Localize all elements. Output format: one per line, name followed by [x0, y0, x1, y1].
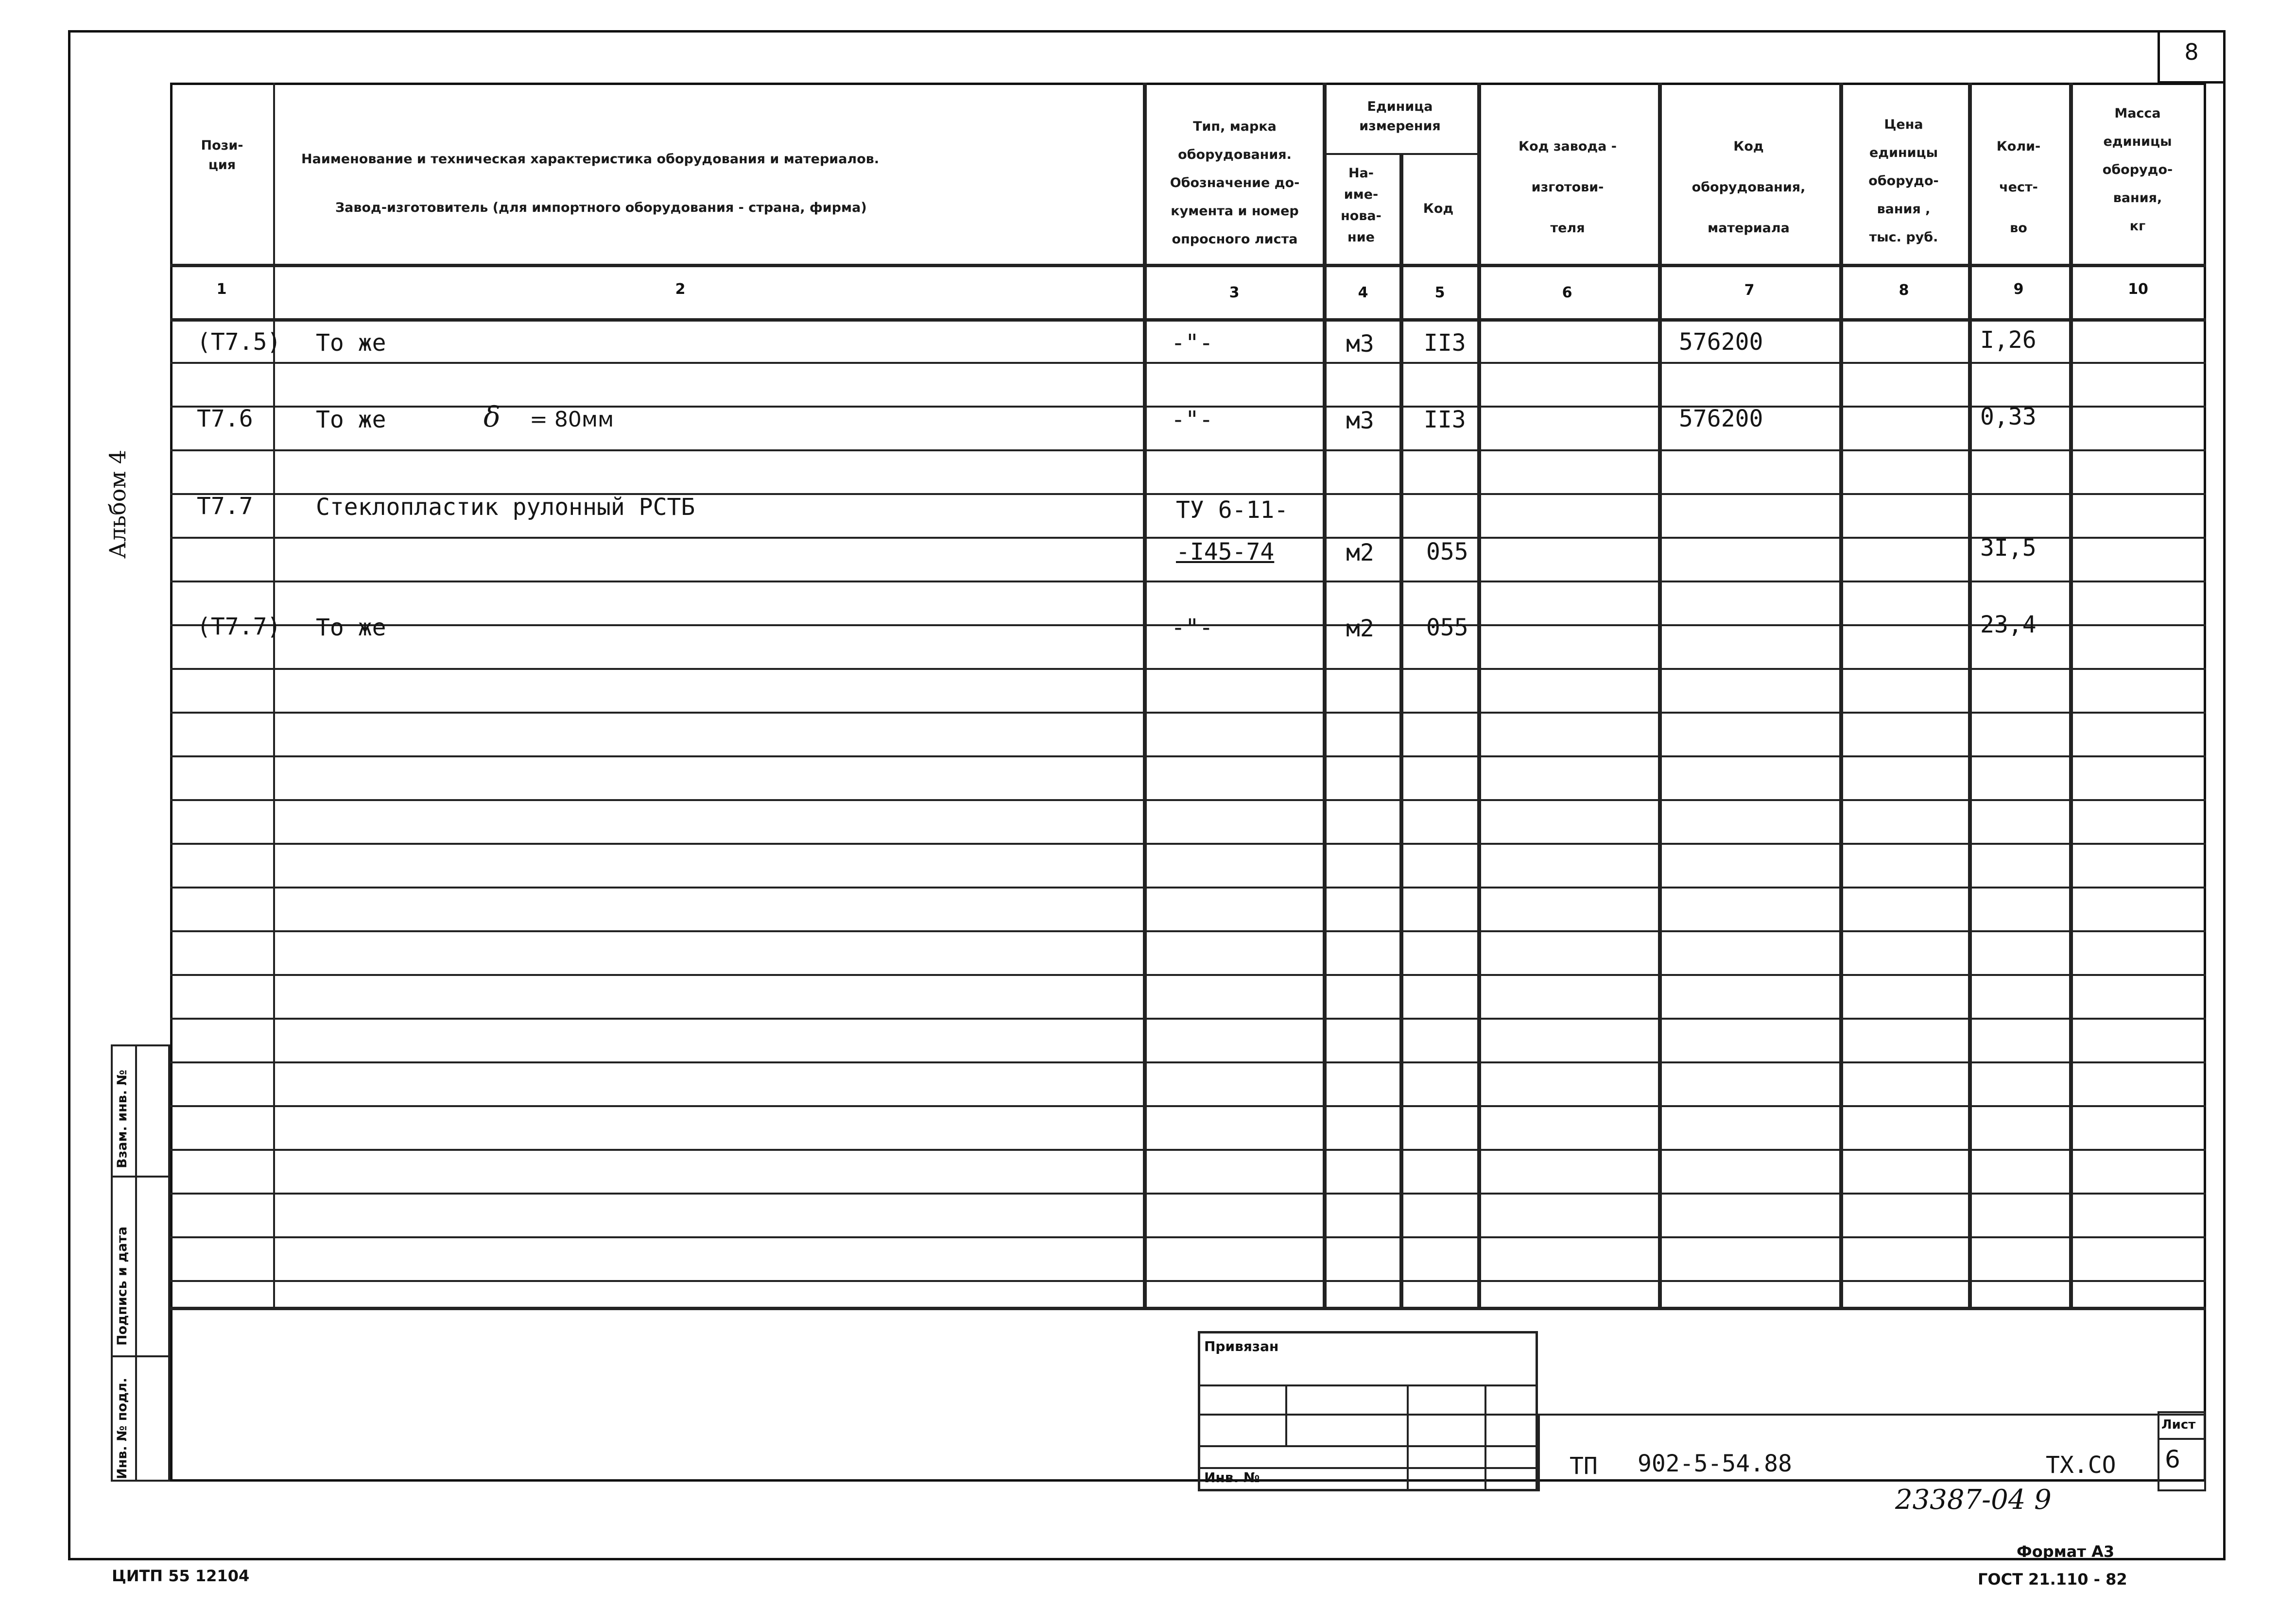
row3-position: Т7.7 [197, 493, 253, 520]
list-box-divider [2158, 1438, 2206, 1440]
footer-left: ЦИТП 55 12104 [112, 1567, 250, 1585]
list-label: Лист [2161, 1418, 2196, 1432]
row-rule [170, 449, 2206, 451]
footer-format: Формат А3 [2017, 1542, 2115, 1561]
title-tp: ТП [1570, 1452, 1598, 1480]
colnum-divider [170, 318, 2206, 322]
header-position: Пози- ция [201, 138, 243, 172]
handwritten-number: 23387-04 9 [1895, 1484, 2052, 1516]
row-rule [170, 1193, 2206, 1195]
row2-position: Т7.6 [197, 405, 253, 432]
row2-quantity: 0,33 [1980, 403, 2037, 430]
binding-label: Привязан [1204, 1338, 1279, 1354]
row4-quantity: 3I,5 [1980, 534, 2037, 562]
row1-quantity: I,26 [1980, 326, 2037, 354]
row3-type: ТУ 6-11- [1176, 496, 1289, 524]
row-rule [170, 1280, 2206, 1282]
header-type: Тип, марка оборудования. Обозначение до- кумента и номер опросного листа [1170, 119, 1300, 247]
col-line-6 [1658, 83, 1662, 1307]
header-unit-code: Код [1423, 201, 1454, 216]
row2-type: -"- [1171, 406, 1213, 433]
side-stamp-vzam: Взам. инв. № [115, 1069, 130, 1168]
column-number-2: 2 [675, 281, 686, 298]
binding-line-3 [1198, 1445, 1538, 1447]
column-number-8: 8 [1899, 282, 1909, 299]
header-equipment-code: Код оборудования, материала [1692, 139, 1806, 236]
row1-equipment-code: 576200 [1679, 328, 1763, 356]
column-number-1: 1 [216, 281, 227, 298]
footer-gost: ГОСТ 21.110 - 82 [1978, 1570, 2127, 1589]
row5-position: (Т7.7) [197, 613, 281, 640]
binding-inv-label: Инв. № [1204, 1469, 1260, 1486]
row-rule [170, 1149, 2206, 1151]
row5-code: 055 [1426, 614, 1468, 641]
header-divider [170, 264, 2206, 267]
column-number-3: 3 [1229, 284, 1240, 301]
header-quantity: Коли- чест- во [1996, 139, 2041, 236]
column-number-9: 9 [2013, 281, 2024, 298]
row1-code: II3 [1424, 329, 1466, 357]
row1-position: (Т7.5) [197, 328, 281, 356]
row-rule [170, 930, 2206, 932]
row2-name: То же [316, 406, 386, 433]
title-block-top [1538, 1414, 2206, 1416]
binding-vline-3 [1485, 1384, 1486, 1491]
row5-type: -"- [1171, 614, 1213, 641]
row-rule [170, 887, 2206, 888]
row-rule [170, 755, 2206, 757]
col-line-9 [2069, 83, 2073, 1307]
row5-name: То же [316, 614, 386, 641]
header-name: Наименование и техническая характеристика оборудования и материалов. Завод-изготовитель (для импортного оборудования - страна, фирма) [301, 152, 880, 215]
row1-name: То же [316, 329, 386, 357]
header-unit-name: На- име- нова- ние [1341, 166, 1381, 245]
table-body-bottom [170, 1307, 2206, 1310]
row1-unit: м3 [1346, 330, 1374, 358]
row-rule [170, 1018, 2206, 1020]
col-line-7 [1839, 83, 1843, 1307]
column-number-4: 4 [1358, 284, 1368, 301]
row-rule [170, 799, 2206, 801]
row5-unit: м2 [1346, 615, 1374, 642]
row2-delta-symbol: δ [483, 400, 501, 433]
row-rule [170, 581, 2206, 582]
title-block-left [1538, 1414, 1540, 1491]
row4-type: -I45-74 [1176, 538, 1275, 565]
title-doc-mark: ТХ.СО [2046, 1452, 2116, 1479]
row1-type: -"- [1171, 329, 1213, 357]
side-stamp-podpis: Подпись и дата [115, 1226, 130, 1346]
row2-equipment-code: 576200 [1679, 405, 1763, 432]
side-stamp-divider [135, 1044, 137, 1482]
binding-vline-1 [1285, 1384, 1287, 1445]
row-rule [170, 1061, 2206, 1063]
row2-code: II3 [1424, 406, 1466, 433]
row-rule [170, 974, 2206, 976]
binding-vline-2 [1407, 1384, 1409, 1491]
list-number: 6 [2165, 1445, 2180, 1473]
col-line-4 [1399, 153, 1403, 1307]
row5-quantity: 23,4 [1980, 611, 2037, 638]
unit-subheader-line [1323, 153, 1477, 155]
row-rule [170, 668, 2206, 670]
side-stamp-line-2 [111, 1355, 170, 1357]
header-unit-title: Единица измерения [1359, 99, 1441, 134]
col-line-1 [273, 83, 275, 1307]
row-rule [170, 362, 2206, 364]
header-price: Цена единицы оборудо- вания , тыс. руб. [1868, 117, 1939, 245]
row3-name: Стеклопластик рулонный РСТБ [316, 494, 695, 521]
column-number-5: 5 [1434, 284, 1445, 301]
row2-spec: = 80мм [530, 407, 614, 432]
title-doc-number: 902-5-54.88 [1638, 1450, 1792, 1477]
column-number-6: 6 [1562, 284, 1572, 301]
column-number-10: 10 [2128, 281, 2148, 298]
row2-unit: м3 [1346, 407, 1374, 434]
sheet-number: 8 [2184, 39, 2199, 65]
side-stamp-inv: Инв. № подл. [115, 1378, 130, 1479]
header-mass: Масса единицы оборудо- вания, кг [2102, 106, 2173, 234]
side-stamp-line-1 [111, 1176, 170, 1178]
binding-line-4 [1198, 1467, 1538, 1469]
col-line-8 [1968, 83, 1972, 1307]
col-line-2 [1143, 83, 1147, 1307]
row4-code: 055 [1426, 538, 1468, 565]
binding-line-1 [1198, 1384, 1538, 1386]
col-line-5 [1477, 83, 1481, 1307]
col-line-3 [1323, 83, 1327, 1307]
album-label: Альбом 4 [104, 449, 131, 559]
row-rule [170, 843, 2206, 845]
row-rule [170, 712, 2206, 714]
row4-unit: м2 [1346, 539, 1374, 566]
row-rule [170, 1105, 2206, 1107]
column-number-7: 7 [1744, 282, 1755, 299]
header-factory-code: Код завода - изготови- теля [1519, 139, 1617, 236]
row-rule [170, 1236, 2206, 1238]
binding-line-2 [1198, 1414, 1538, 1416]
